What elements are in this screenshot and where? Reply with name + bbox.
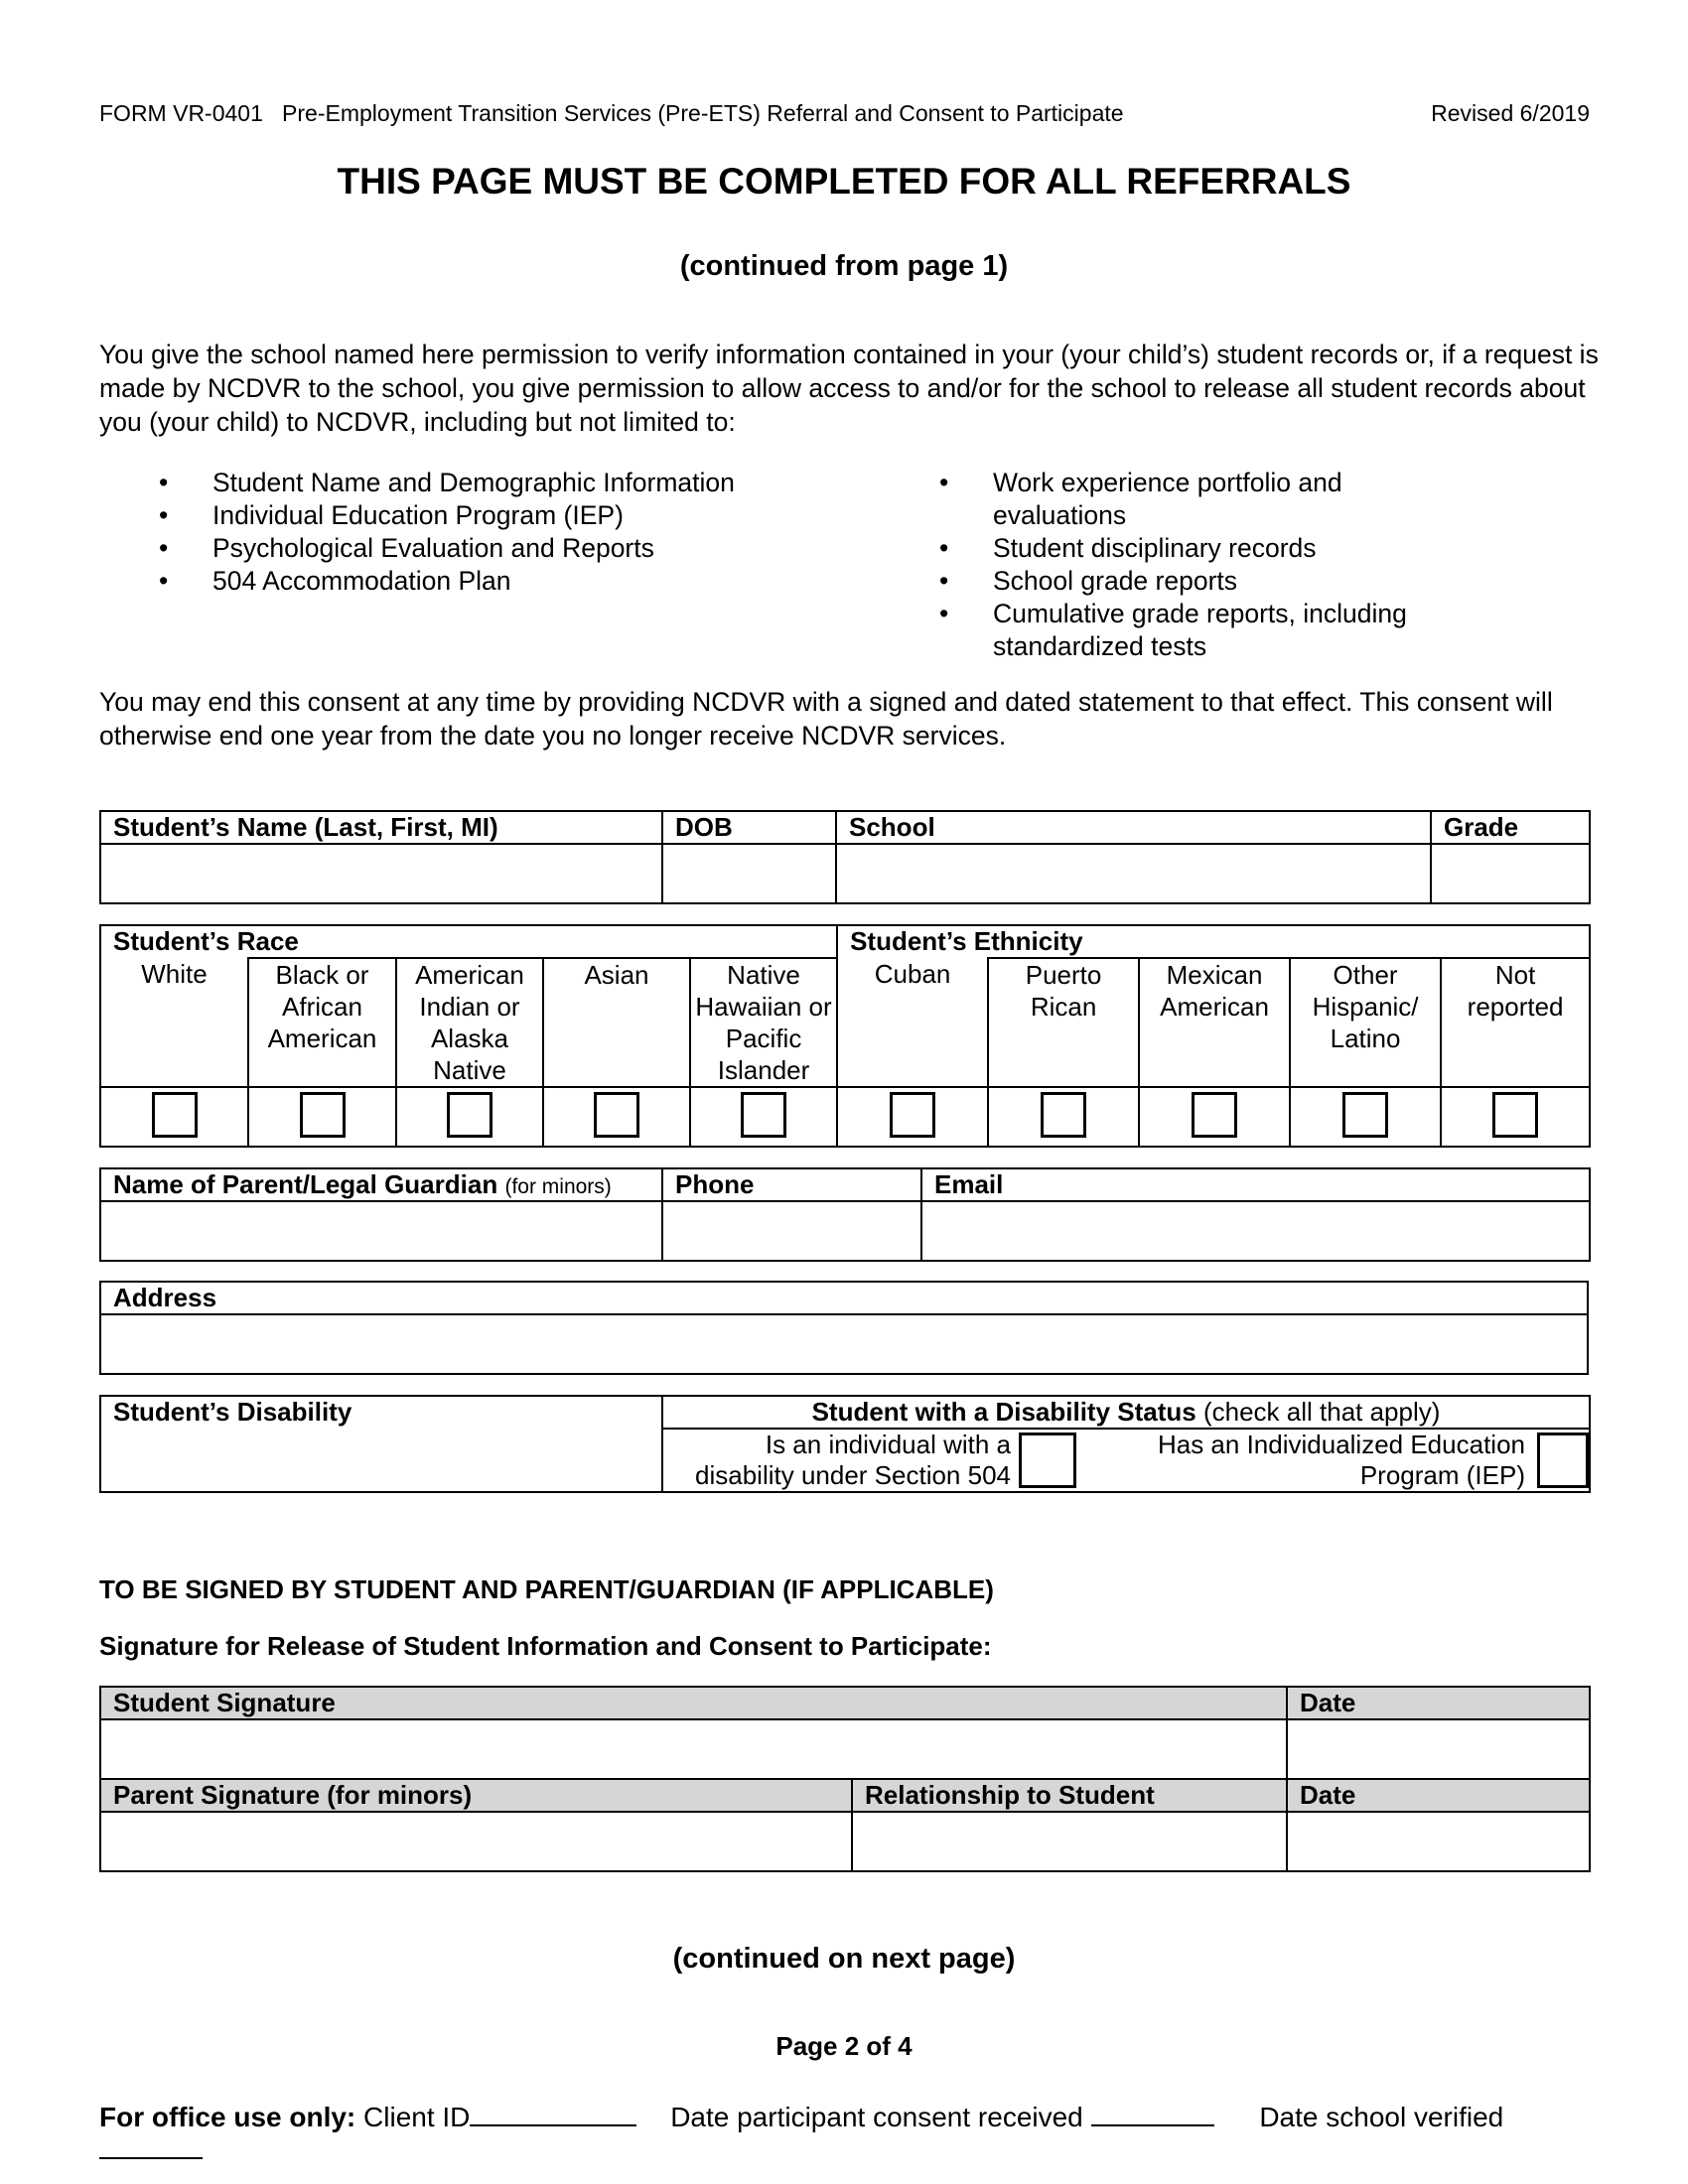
sign-heading: TO BE SIGNED BY STUDENT AND PARENT/GUARDIAN (IF APPLICABLE) [99,1574,994,1604]
list-item: • Student Name and Demographic Information [159,468,735,497]
iep-option [1076,1429,1590,1492]
ethnicity-label: Student’s Ethnicity [837,925,1590,958]
bullet-icon: • [159,500,169,530]
ethnicity-option-cuban: Cuban [837,958,988,1087]
disability-table [99,1395,1591,1493]
race-ethnicity-table [99,924,1591,1148]
section-504-checkbox[interactable] [1019,1433,1076,1488]
mexican-american-checkbox[interactable] [1192,1092,1237,1138]
bullet-icon: • [939,468,949,497]
school-verified-label: Date school verified [1259,2102,1504,2132]
client-id-label: Client ID [363,2102,471,2132]
puerto-rican-checkbox[interactable] [1041,1092,1086,1138]
consent-intro-paragraph: You give the school named here permission to verify information contained in your (your child’s) student records or, if a request is made by NCDVR to the school, you give permission to allow access to and/or for the school to release all student records about you (your child) to NCDVR, including but not limited to: [99,340,1599,437]
phone-field[interactable] [662,1201,921,1261]
native-hawaiian-checkbox[interactable] [741,1092,786,1138]
bullet-icon: • [159,566,169,596]
office-use-label: For office use only: [99,2102,356,2132]
disability-label: Student’s Disability [100,1396,662,1429]
asian-checkbox[interactable] [594,1092,639,1138]
address-table [99,1281,1589,1375]
section-504-option [662,1429,1076,1492]
bullet-icon: • [159,533,169,563]
race-option-native-hawaiian: Native Hawaiian or Pacific Islander [690,958,837,1087]
continued-next-note: (continued on next page) [672,1943,1016,1975]
sign-subheading: Signature for Release of Student Information and Consent to Participate: [99,1631,992,1661]
not-reported-checkbox[interactable] [1492,1092,1538,1138]
ethnicity-option-mexican-american: Mexican American [1139,958,1290,1087]
relationship-field[interactable] [852,1812,1287,1871]
race-option-american-indian: American Indian or Alaska Native [396,958,543,1087]
phone-label: Phone [662,1168,921,1201]
checkbox-cell [690,1087,837,1147]
american-indian-checkbox[interactable] [447,1092,492,1138]
cuban-checkbox[interactable] [890,1092,935,1138]
disability-status-label: Student with a Disability Status (check all that apply) [662,1396,1590,1429]
list-item: • Work experience portfolio and evaluations [939,468,1342,530]
relationship-label: Relationship to Student [852,1779,1287,1812]
consent-end-paragraph: You may end this consent at any time by providing NCDVR with a signed and dated statement to that effect. This consent will otherwise end one year from the date you no longer receive NCDVR services. [99,687,1553,751]
black-checkbox[interactable] [300,1092,346,1138]
student-date-field[interactable] [1287,1719,1590,1779]
list-item: • School grade reports [939,566,1238,596]
white-checkbox[interactable] [152,1092,198,1138]
records-list-right [939,467,1470,663]
ethnicity-option-puerto-rican: Puerto Rican [988,958,1139,1087]
bullet-icon: • [939,533,949,563]
parent-signature-label: Parent Signature (for minors) [100,1779,852,1812]
revised-date: Revised 6/2019 [1431,100,1590,126]
race-label: Student’s Race [100,925,837,958]
checkbox-cell [1290,1087,1441,1147]
parent-signature-field[interactable] [100,1812,852,1871]
checkbox-cell [1441,1087,1590,1147]
checkbox-cell [543,1087,690,1147]
student-info-table [99,810,1591,904]
ethnicity-option-other-hispanic: Other Hispanic/ Latino [1290,958,1441,1087]
school-field[interactable] [836,844,1431,903]
email-field[interactable] [921,1201,1590,1261]
address-field[interactable] [100,1314,1588,1374]
other-hispanic-checkbox[interactable] [1342,1092,1388,1138]
consent-received-label: Date participant consent received [670,2102,1083,2132]
student-name-label: Student’s Name (Last, First, MI) [100,811,662,844]
records-list-left [159,467,828,598]
student-date-label: Date [1287,1687,1590,1719]
checkbox-cell [100,1087,248,1147]
checkbox-cell [396,1087,543,1147]
continued-from-note: (continued from page 1) [679,250,1009,282]
page-title: THIS PAGE MUST BE COMPLETED FOR ALL REFERRALS [337,161,1351,202]
bullet-icon: • [159,468,169,497]
list-item: • Individual Education Program (IEP) [159,500,624,530]
bullet-icon: • [939,566,949,596]
student-name-field[interactable] [100,844,662,903]
email-label: Email [921,1168,1590,1201]
checkbox-cell [988,1087,1139,1147]
form-header-title: FORM VR-0401 Pre-Employment Transition Services (Pre-ETS) Referral and Consent to Participate [99,100,1124,126]
race-option-black: Black or African American [248,958,396,1087]
list-item: • 504 Accommodation Plan [159,566,511,596]
iep-label: Has an Individualized Education Program (IEP) [1157,1430,1525,1490]
school-label: School [836,811,1431,844]
grade-label: Grade [1431,811,1590,844]
dob-label: DOB [662,811,836,844]
office-use-line [99,2101,1589,2166]
parent-date-label: Date [1287,1779,1590,1812]
iep-checkbox[interactable] [1537,1433,1589,1488]
student-signature-label: Student Signature [100,1687,1287,1719]
signature-table [99,1686,1591,1872]
checkbox-cell [837,1087,988,1147]
list-item: • Psychological Evaluation and Reports [159,533,654,563]
section-504-label: Is an individual with a disability under Section 504 [695,1430,1011,1490]
page-number: Page 2 of 4 [775,2031,913,2061]
student-signature-field[interactable] [100,1719,1287,1779]
school-verified-field[interactable] [99,2133,203,2159]
client-id-field[interactable] [470,2101,636,2126]
grade-field[interactable] [1431,844,1590,903]
bullet-icon: • [939,599,949,628]
list-item: • Cumulative grade reports, including standardized tests [939,599,1407,661]
address-label: Address [100,1282,1588,1314]
for-minors-note: (for minors) [504,1175,612,1198]
ethnicity-option-not-reported: Not reported [1441,958,1590,1087]
list-item: • Student disciplinary records [939,533,1317,563]
guardian-name-label: Name of Parent/Legal Guardian (for minors) [100,1168,662,1201]
guardian-table [99,1167,1591,1262]
race-option-white: White [100,958,248,1087]
check-all-note: (check all that apply) [1202,1397,1441,1427]
checkbox-cell [1139,1087,1290,1147]
guardian-name-field[interactable] [100,1201,662,1261]
dob-field[interactable] [662,844,836,903]
checkbox-cell [248,1087,396,1147]
race-option-asian: Asian [543,958,690,1087]
consent-received-field[interactable] [1091,2101,1214,2126]
parent-date-field[interactable] [1287,1812,1590,1871]
disability-field[interactable] [100,1429,662,1492]
